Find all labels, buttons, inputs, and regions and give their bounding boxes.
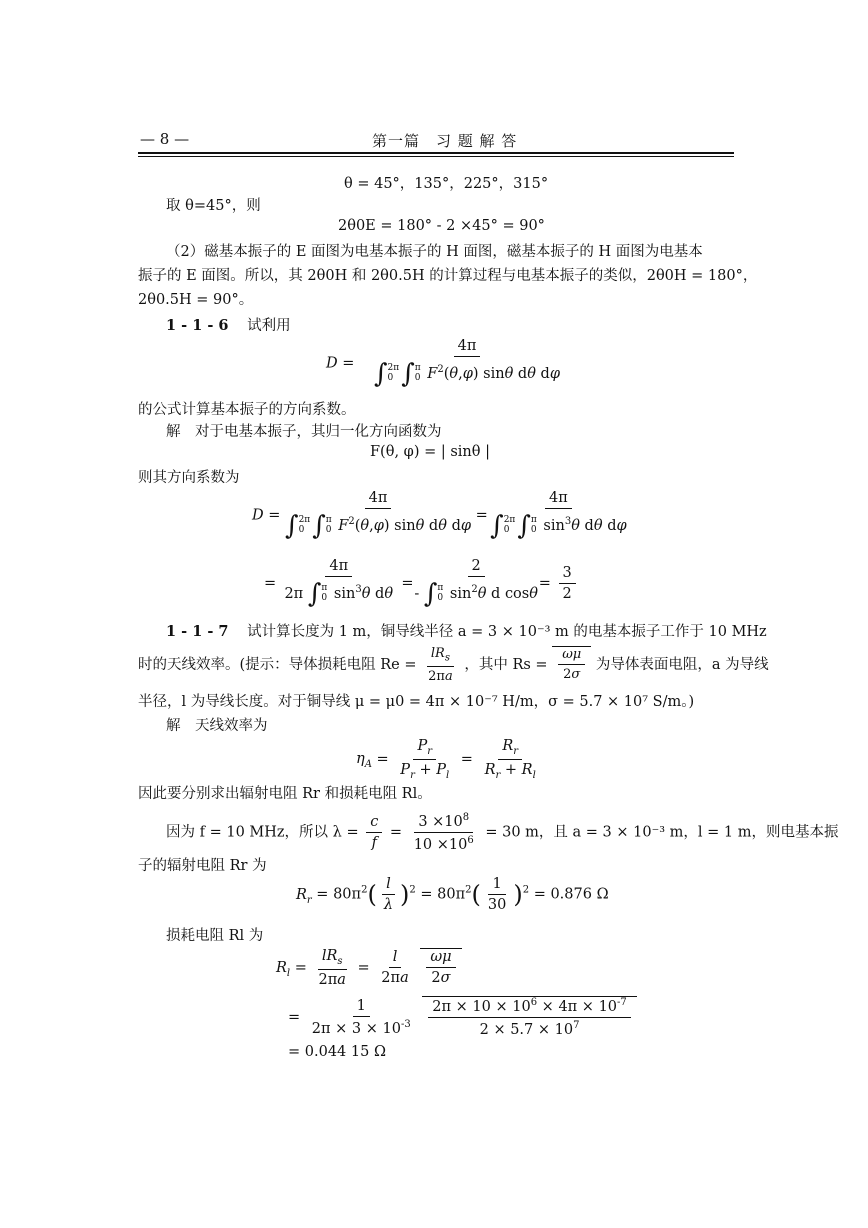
page-number: — 8 —	[140, 130, 190, 148]
directivity-calc-1: D = 4π ∫ 2π 0 ∫ π 0 $F^2(\theta,\varphi)$ sinθ dθ dφ = 4π ∫ 2π 0 ∫ π 0 $\sin^3\theta$ dθ dφ	[252, 490, 627, 541]
problem-1-1-7	[166, 620, 767, 641]
problem-1-1-6	[166, 314, 291, 335]
text-line: 取 θ=45°，则	[166, 198, 261, 214]
radiation-resistance-eq: $R_r = 80\pi^2$( $\frac{l}{\lambda}$ )$^2 = 80\pi^2$( $\frac{1}{30}$ )$^2$ = 0.876 Ω	[296, 876, 609, 913]
problem-text: 试利用	[247, 318, 291, 334]
angle-list: θ = 45°，135°，225°，315°	[344, 176, 549, 192]
directivity-formula: D = 4π ∫ 2π 0 ∫ π 0 $F^2(\theta,\varphi)$ sinθ dθ dφ	[326, 338, 561, 389]
hint-line: 时的天线效率。(提示：导体损耗电阻 Re = $\frac{lR_s}{2\pi a}$ ，其中 Rs = $\frac{\omega\mu}{2\sigma}$ 为导体表面电阻，a 为导线	[138, 646, 769, 684]
header-rule-thick	[138, 152, 734, 154]
loss-resistance-eq-1: $R_l$ = $\frac{lR_s}{2\pi a}$ = $\frac{l}{2\pi a}$ $\frac{\omega\mu}{2\sigma}$	[276, 948, 462, 988]
text-line: 则其方向系数为	[138, 470, 240, 486]
loss-resistance-result: = 0.044 15 Ω	[288, 1044, 386, 1060]
header-rule-thin	[138, 156, 734, 157]
problem-text: 试计算长度为 1 m，铜导线半径 a = 3 × 10⁻³ m 的电基本振子工作于 10 MHz	[247, 624, 767, 640]
loss-resistance-eq-2: = $\frac{1}{2\pi \times 3 \times 10^{-3}}$ $\frac{2\pi \times 10 \times 10^6 \times 4\pi \times 10^{-7}}{2 \times 5.7 \times 10^7}$	[288, 996, 637, 1038]
normalized-pattern: F(θ, φ) = | sinθ |	[370, 444, 490, 460]
solution-intro: 解 天线效率为	[166, 718, 268, 734]
directivity-calc-2: = 4π 2π ∫ π 0 $\sin^3\theta$ dθ = 2 - ∫ π 0 $\sin^2\theta$ d cosθ = $\frac{3}{2}$	[264, 558, 579, 609]
wavelength-line: 因为 f = 10 MHz，所以 λ = $\frac{c}{f}$ = $\frac{3 \times 10^8}{10 \times 10^6}$ = 30 m，且 a = 3 × 10⁻³ m，l = 1 m，则电基本振	[166, 812, 839, 853]
text-line: 振子的 E 面图。所以，其 2θ0H 和 2θ0.5H 的计算过程与电基本振子的类似，2θ0H = 180°，	[138, 268, 758, 284]
problem-number: 1 - 1 - 6	[166, 317, 229, 334]
problem-number: 1 - 1 - 7	[166, 623, 229, 640]
text-line: （2）磁基本振子的 E 面图为电基本振子的 H 面图，磁基本振子的 H 面图为电基本	[166, 244, 703, 260]
text-line: 半径，l 为导线长度。对于铜导线 μ = μ0 = 4π × 10⁻⁷ H/m，σ = 5.7 × 10⁷ S/m。)	[138, 694, 695, 710]
text-line: 因此要分别求出辐射电阻 Rr 和损耗电阻 Rl。	[138, 786, 432, 802]
text-line: 2θ0.5H = 90°。	[138, 292, 254, 308]
efficiency-formula: $\eta_A$ = $\frac{P_r}{P_r + P_l}$ = $\frac{R_r}{R_r + R_l}$	[356, 738, 536, 781]
text-line: 子的辐射电阻 Rr 为	[138, 858, 267, 874]
equation-2theta0e: 2θ0E = 180° - 2 ×45° = 90°	[338, 218, 545, 234]
solution-intro: 解 对于电基本振子，其归一化方向函数为	[166, 424, 442, 440]
text-line: 的公式计算基本振子的方向系数。	[138, 402, 356, 418]
chapter-title: 第一篇 习 题 解 答	[372, 132, 518, 150]
text-line: 损耗电阻 Rl 为	[166, 928, 264, 944]
